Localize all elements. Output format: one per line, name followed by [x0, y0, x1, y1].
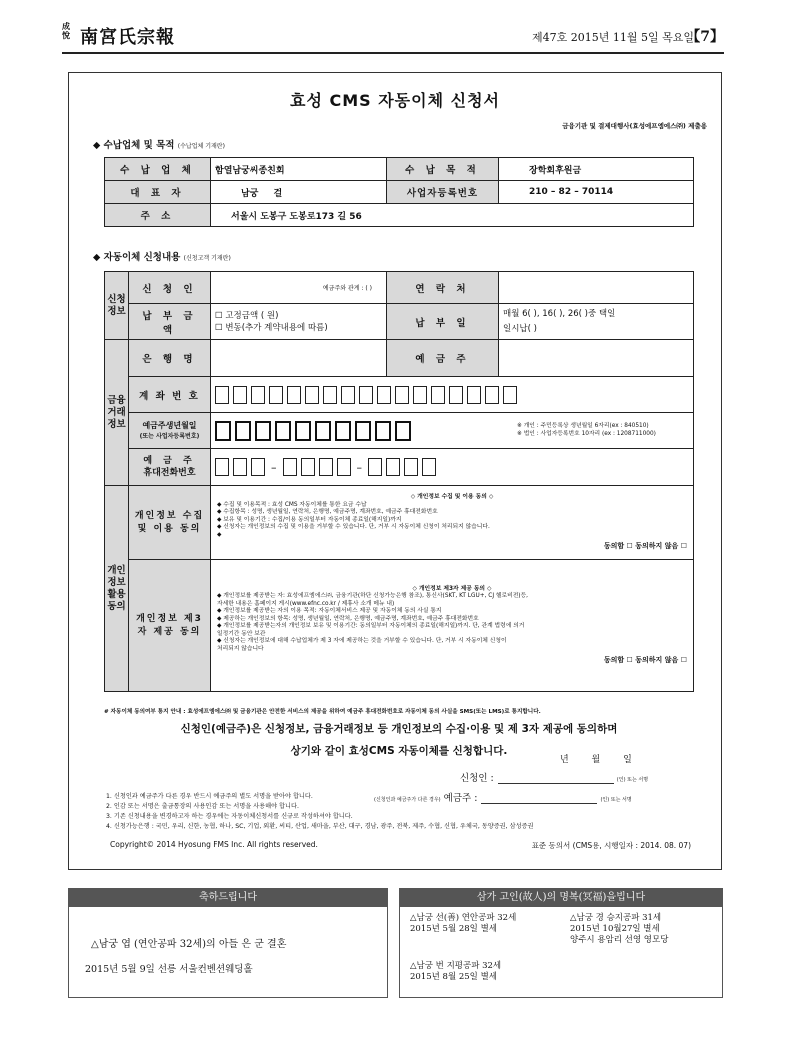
amount-options[interactable] — [211, 304, 387, 340]
congratulations-box — [68, 888, 388, 998]
digit-box[interactable] — [305, 386, 319, 404]
obituary-heading: 삼가 고인(故人)의 명복(冥福)을빕니다 — [400, 889, 722, 907]
amount-label: 납 부 금 액 — [129, 304, 211, 340]
account-digit-boxes[interactable] — [215, 386, 689, 404]
digit-box[interactable] — [395, 421, 411, 441]
digit-box[interactable] — [233, 386, 247, 404]
privacy-collect-items — [217, 502, 687, 540]
privacy-third-item: ◆ 제공하는 개인정보의 항목: 성명, 생년월일, 연락처, 은행명, 예금주명, 계좌번호, 예금주 휴대전화번호 — [217, 615, 479, 622]
relation-note: 예금주와 관계 : ( ) — [322, 284, 372, 292]
birth-note-personal: ※ 개인 : 주민등록상 생년월일 6자리(ex : 840510) — [517, 423, 649, 429]
privacy-collect-item: ◆ — [217, 531, 222, 538]
form-note: 1. 신청인과 예금주가 다른 경우 반드시 예금주의 별도 서명을 받아야 합니다. — [106, 793, 313, 800]
privacy-third-item: 자세한 내용은 홈페이지 게시(www.efnc.co.kr / 제휴사 소개 메뉴 내) — [217, 600, 395, 607]
holder-field[interactable] — [499, 340, 694, 377]
privacy-third-label: 개인정보 제3자 제공 동의 — [129, 560, 211, 692]
collect-consent-checkboxes[interactable]: 동의함 ☐ 동의하지 않음 ☐ — [603, 542, 687, 550]
biller-name-value: 함열남궁씨종친회 — [211, 158, 387, 181]
representative-value: 남궁 걸 — [211, 181, 387, 204]
account-number-field[interactable] — [211, 377, 694, 413]
masthead-seal: 成悅 — [62, 21, 70, 40]
form-note: 2. 인감 또는 서명은 출금통장의 사용인감 또는 서명을 사용해야 합니다. — [106, 803, 299, 810]
payday-label: 납 부 일 — [387, 304, 499, 340]
privacy-third-item: 일정기간 동안 보관 — [217, 630, 266, 637]
bizno-label: 사업자등록번호 — [387, 181, 499, 204]
bank-field[interactable] — [211, 340, 387, 377]
application-table — [104, 271, 694, 692]
obituary-box — [399, 888, 723, 998]
holder-label: 예 금 주 — [387, 340, 499, 377]
applicant-signature[interactable]: 신청인 : (인) 또는 서명 — [460, 773, 649, 784]
bizno-value: 210 – 82 – 70114 — [499, 181, 694, 204]
form-title: 효성 CMS 자동이체 신청서 — [289, 91, 500, 110]
digit-box[interactable] — [395, 386, 409, 404]
digit-box[interactable] — [377, 386, 391, 404]
finance-group-label: 금융거래정보 — [105, 340, 129, 486]
section-biller-heading: ◆ 수납업체 및 목적 (수납업체 기재란) — [93, 140, 225, 151]
privacy-third-content: ◇ 개인정보 제3자 제공 동의 ◇ ◆ 개인정보를 제공받는 자: 효성에프엠에스㈜, 금융기관(하단 신청가능은행 참조), 통신사(SKT, KT LGU+, CJ 헬로비전)등, 자세한 내용은 홈페이지 게시(www.efnc.co.kr / 제휴사 소개 메뉴 내) ◆ 개인정보를 제공받는 자의 이용 목적: 자동이체서비스 제공 및 자동이체 동의 사실 통지 ◆ 제공하는 개인정보의 항목: 성명, 생년월일, 연락처, 은행명, 예금주명, 계좌번호, 예금주 휴대전화번호 ◆ 개인정보를 제공받는자의 개인정보 보유 및 이용기간: 동의일부터 자동이체의 종료일(해지일)까지. 단, 관계 법령에 의거 일정기간 동안 보관 ◆ 신청자는 개인정보에 대해 수납업체가 제 3 자에 제공하는 것을 거부할 수 있습니다. 단, 거부 시 자동이체 신청이 처리되지 않습니다 동의함 ☐ 동의하지 않음 ☐ — [211, 560, 694, 692]
birth-note-corporate: ※ 법인 : 사업자등록번호 10자리 (ex : 1208711000) — [517, 430, 656, 437]
privacy-collect-item: ◆ 신청자는 개인정보의 수집 및 이용을 거부할 수 있습니다. 단, 거부 시 자동이체 신청이 처리되지 않습니다. — [217, 524, 490, 530]
privacy-third-item: ◆ 신청자는 개인정보에 대해 수납업체가 제 3 자에 제공하는 것을 거부할 수 있습니다. 단, 거부 시 자동이체 신청이 — [217, 638, 507, 645]
representative-label: 대 표 자 — [105, 181, 211, 204]
issue-info: 제47호 2015년 11월 5일 목요일 — [532, 31, 694, 44]
holder-phone-label: 예 금 주 휴대전화번호 — [129, 449, 211, 486]
purpose-value: 장학회후원금 — [499, 158, 694, 181]
contact-label: 연 락 처 — [387, 272, 499, 304]
privacy-group-label: 개인정보 활용동의 — [105, 486, 129, 692]
amount-fixed-checkbox[interactable]: ☐ 고정금액 ( 원) — [215, 310, 279, 321]
section-application-heading: ◆ 자동이체 신청내용 (신청고객 기재란) — [93, 252, 231, 263]
form-note: 3. 기존 신청내용을 변경하고자 하는 경우에는 자동이체신청서를 신규로 작성하셔야 합니다. — [106, 813, 353, 820]
payday-options[interactable] — [499, 304, 694, 340]
congratulations-heading: 축하드립니다 — [69, 889, 387, 907]
applicant-name-label: 신 청 인 — [129, 272, 211, 304]
congratulations-line-1: △남궁 엽 (연안공파 32세)의 아들 은 군 결혼 — [91, 939, 287, 950]
contact-field[interactable] — [499, 272, 694, 304]
privacy-third-items — [217, 593, 687, 653]
standard-form-info: 표준 동의서 (CMS용, 시행일자 : 2014. 08. 07) — [531, 841, 691, 850]
digit-box[interactable] — [413, 386, 427, 404]
newspaper-header — [62, 18, 724, 54]
digit-box[interactable] — [449, 386, 463, 404]
digit-box[interactable] — [359, 386, 373, 404]
digit-box[interactable] — [341, 386, 355, 404]
digit-box[interactable] — [485, 386, 499, 404]
payday-monthly[interactable]: 매월 6( ), 16( ), 26( )중 택일 — [503, 308, 616, 319]
privacy-third-item: 처리되지 않습니다 — [217, 645, 264, 652]
digit-box[interactable] — [235, 421, 251, 441]
privacy-collect-content: ◇ 개인정보 수집 및 이용 동의 ◇ ◆ 수집 및 이용목적 : 효성 CMS 자동이체를 통한 요금 수납 ◆ 수집항목 : 성명, 생년월일, 연락처, 은행명, 예금주명, 계좌번호, 예금주 휴대전화번호 ◆ 보유 및 이용기간 : 수집/이용 동의일부터 자동이체 종료일(해지일)까지 ◆ 신청자는 개인정보의 수집 및 이용을 거부할 수 있습니다. 단, 거부 시 자동이체 신청이 처리되지 않습니다. ◆ 동의함 ☐ 동의하지 않음 ☐ — [211, 486, 694, 560]
obituary-entry-3: △남궁 번 지평공파 32세 2015년 8월 25일 별세 — [410, 961, 502, 982]
privacy-collect-item: ◆ 수집 및 이용목적 : 효성 CMS 자동이체를 통한 요금 수납 — [217, 501, 367, 508]
masthead-title: 南宮氏宗報 — [80, 27, 175, 48]
digit-box[interactable] — [467, 386, 481, 404]
digit-box[interactable] — [503, 386, 517, 404]
account-label: 계 좌 번 호 — [129, 377, 211, 413]
purpose-label: 수 납 목 적 — [387, 158, 499, 181]
birth-field[interactable] — [211, 413, 694, 449]
form-note: 4. 신청가능은행 : 국민, 우리, 신한, 농협, 하나, SC, 기업, 외환, 씨티, 산업, 새마을, 부산, 대구, 경남, 광주, 전북, 제주, 수협, 신협, 우체국, 동양증권, 삼성증권 — [106, 823, 534, 830]
digit-box[interactable] — [295, 421, 311, 441]
address-label: 주 소 — [105, 204, 211, 227]
digit-box[interactable] — [287, 386, 301, 404]
obituary-entry-2: △남궁 경 승지공파 31세 2015년 10월27일 별세 양주시 용암리 선영 영모당 — [570, 913, 669, 945]
digit-box[interactable] — [315, 421, 331, 441]
applicant-group-label: 신청정보 — [105, 272, 129, 340]
holder-signature[interactable]: (신청인과 예금주가 다른 경우) 예금주 : (인) 또는 서명 — [374, 793, 632, 804]
applicant-name-field[interactable] — [211, 272, 387, 304]
sms-notice: # 자동이체 동의여부 통지 안내 : 효성에프엠에스㈜ 및 금융기관은 안전한 서비스의 제공을 위하여 예금주 휴대전화번호로 자동이체 동의 사실을 SMS(또는 LMS)로 통지합니다. — [104, 709, 541, 715]
digit-box[interactable] — [355, 421, 371, 441]
phone-digit-boxes[interactable]: – – — [215, 458, 689, 476]
amount-variable-checkbox[interactable]: ☐ 변동(추가 계약내용에 따름) — [215, 322, 328, 333]
digit-box[interactable] — [431, 386, 445, 404]
form-subtitle: 금융기관 및 결제대행사(효성에프엠에스㈜) 제출용 — [562, 122, 707, 130]
holder-phone-field[interactable] — [211, 449, 694, 486]
privacy-collect-item: ◆ 보유 및 이용기간 : 수집/이용 동의일부터 자동이체 종료일(해지일)까지 — [217, 516, 402, 523]
digit-box[interactable] — [255, 421, 271, 441]
privacy-third-item: ◆ 개인정보를 제공받는 자: 효성에프엠에스㈜, 금융기관(하단 신청가능은행 참조), 통신사(SKT, KT LGU+, CJ 헬로비전)등, — [217, 593, 529, 600]
address-value: 서울시 도봉구 도봉로173 길 56 — [211, 204, 694, 227]
privacy-collect-label: 개인정보 수집 및 이용 동의 — [129, 486, 211, 560]
digit-box[interactable] — [275, 421, 291, 441]
declaration: 신청인(예금주)은 신청정보, 금융거래정보 등 개인정보의 수집·이용 및 제 3자 제공에 동의하며 상기와 같이 효성CMS 자동이체를 신청합니다. — [180, 723, 618, 757]
digit-box[interactable] — [269, 386, 283, 404]
form-notes — [106, 792, 706, 832]
third-consent-checkboxes[interactable]: 동의함 ☐ 동의하지 않음 ☐ — [603, 656, 687, 665]
privacy-third-item: ◆ 개인정보를 제공받는자의 개인정보 보유 및 이용기간: 동의일부터 자동이체의 종료일(해지일)까지. 단, 관계 법령에 의거 — [217, 623, 525, 630]
date-line[interactable]: 년 월 일 — [560, 755, 632, 765]
biller-table — [104, 157, 694, 227]
copyright: Copyright© 2014 Hyosung FMS Inc. All rights reserved. — [110, 840, 318, 849]
digit-box[interactable] — [323, 386, 337, 404]
birth-digit-boxes[interactable] — [215, 421, 411, 441]
bank-label: 은 행 명 — [129, 340, 211, 377]
payday-onetime[interactable]: 일시납( ) — [503, 323, 537, 334]
digit-box[interactable] — [335, 421, 351, 441]
digit-box[interactable] — [251, 386, 265, 404]
page-number: 【7】 — [686, 29, 724, 45]
digit-box[interactable] — [375, 421, 391, 441]
birth-label: 예금주생년월일 (또는 사업자등록번호) — [129, 413, 211, 449]
digit-box[interactable] — [215, 421, 231, 441]
biller-name-label: 수 납 업 체 — [105, 158, 211, 181]
congratulations-line-2: 2015년 5월 9일 선릉 서울컨벤션웨딩홀 — [85, 964, 253, 975]
digit-box[interactable] — [215, 386, 229, 404]
obituary-entry-1: △남궁 선(善) 연안공파 32세 2015년 5월 28일 별세 — [410, 913, 517, 934]
privacy-third-item: ◆ 개인정보를 제공받는 자의 이용 목적: 자동이체서비스 제공 및 자동이체 동의 사실 통지 — [217, 608, 442, 615]
privacy-collect-item: ◆ 수집항목 : 성명, 생년월일, 연락처, 은행명, 예금주명, 계좌번호, 예금주 휴대전화번호 — [217, 509, 438, 515]
